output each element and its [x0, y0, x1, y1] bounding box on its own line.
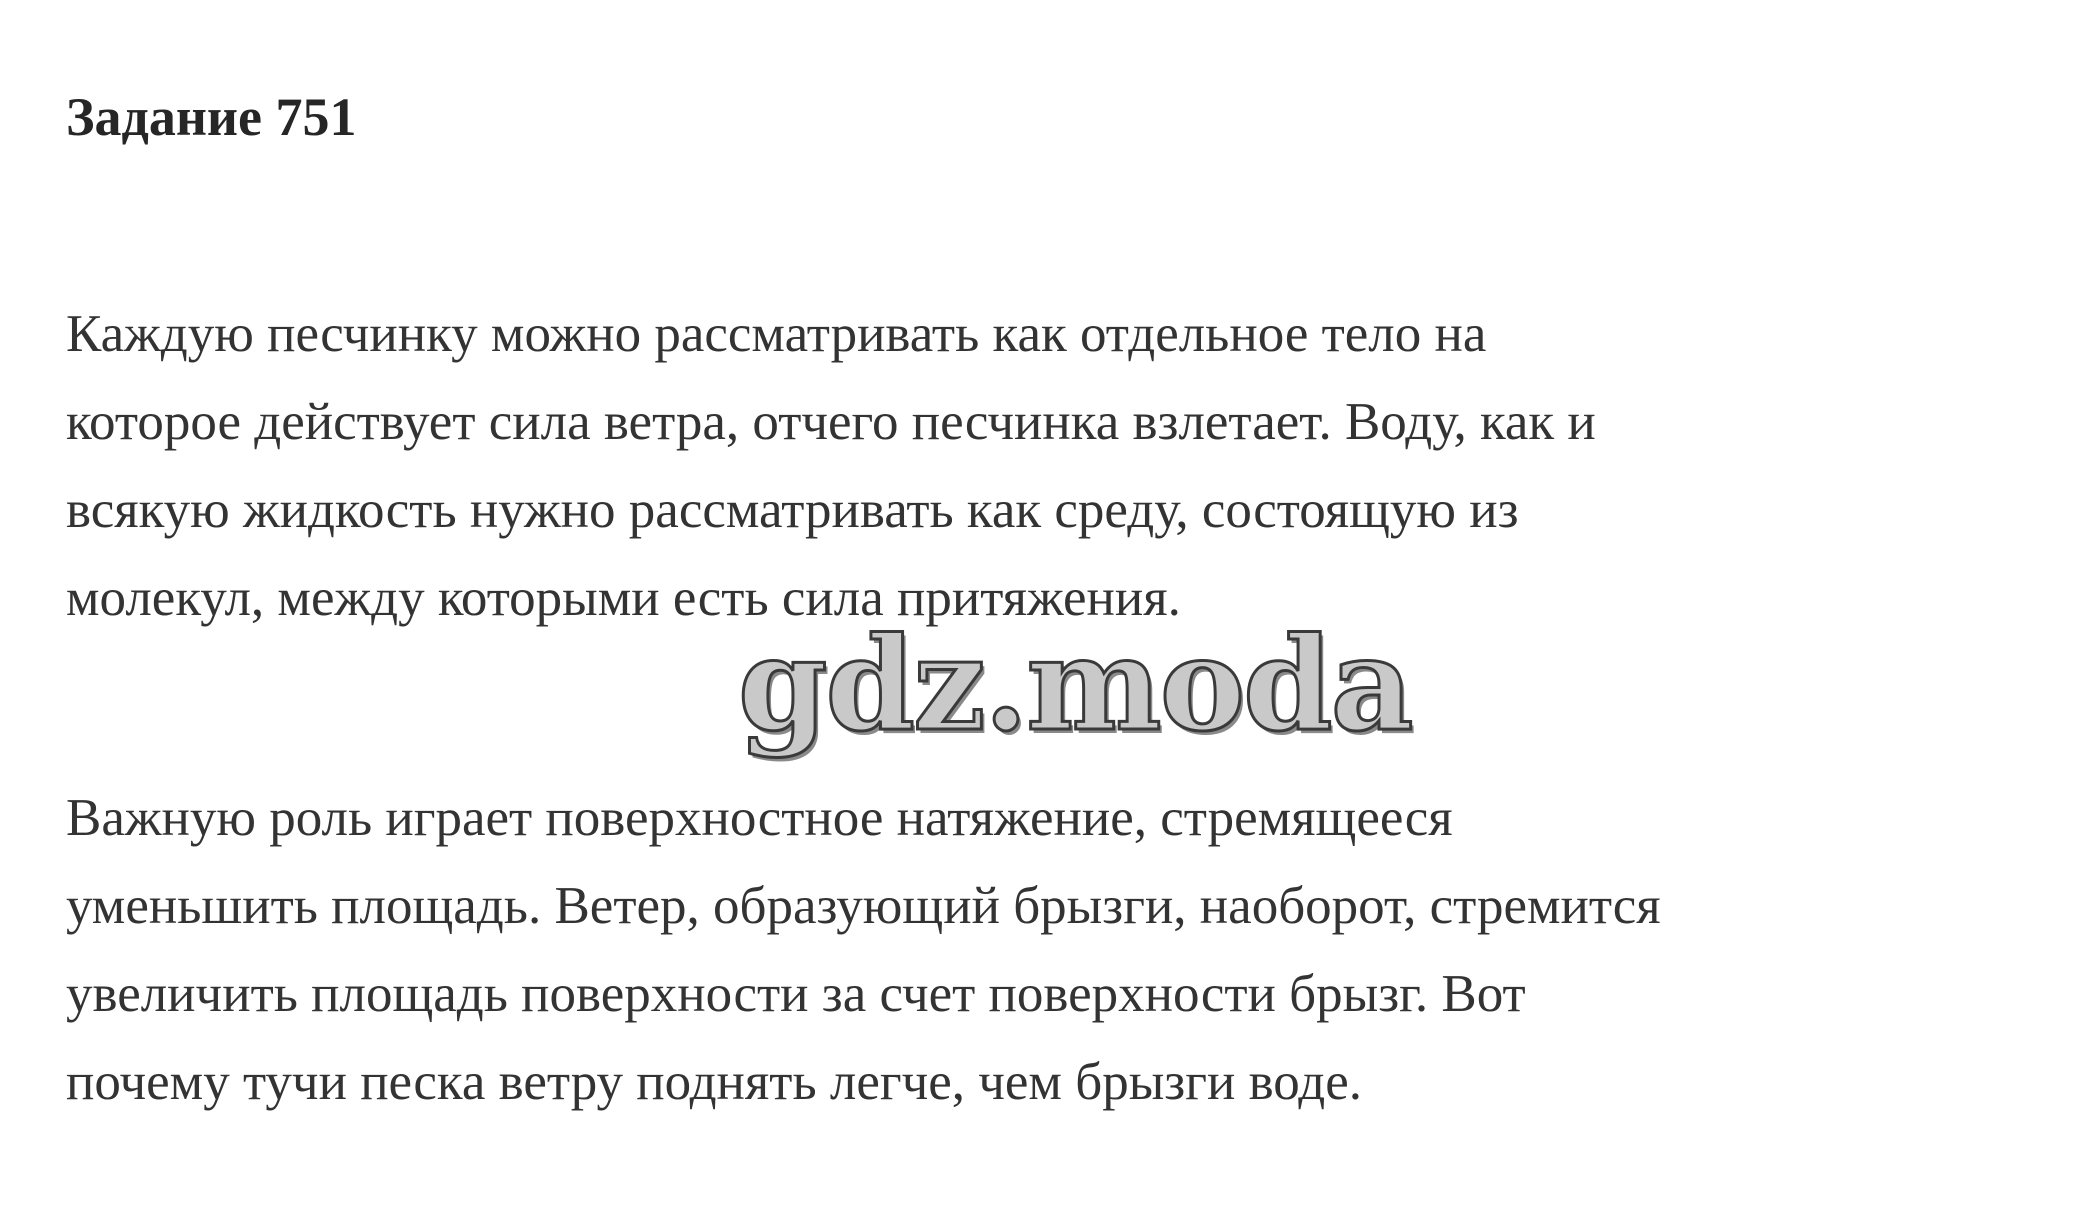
paragraph-2: [66, 774, 1661, 1126]
paragraph-line: Важную роль играет поверхностное натяжение, стремящееся: [66, 789, 1453, 847]
task-title: Задание 751: [66, 87, 357, 147]
paragraph-line: почему тучи песка ветру поднять легче, чем брызги воде.: [66, 1053, 1362, 1111]
paragraph-line: которое действует сила ветра, отчего песчинка взлетает. Воду, как и: [66, 393, 1596, 451]
paragraph-1: [66, 290, 1596, 642]
paragraph-line: уменьшить площадь. Ветер, образующий брызги, наоборот, стремится: [66, 877, 1661, 935]
watermark-logo: gdz.moda: [738, 610, 1412, 760]
paragraph-line: Каждую песчинку можно рассматривать как отдельное тело на: [66, 305, 1487, 363]
paragraph-line: увеличить площадь поверхности за счет поверхности брызг. Вот: [66, 965, 1526, 1023]
paragraph-line: всякую жидкость нужно рассматривать как среду, состоящую из: [66, 481, 1519, 539]
paragraph-line: молекул, между которыми есть сила притяжения.: [66, 569, 1181, 627]
